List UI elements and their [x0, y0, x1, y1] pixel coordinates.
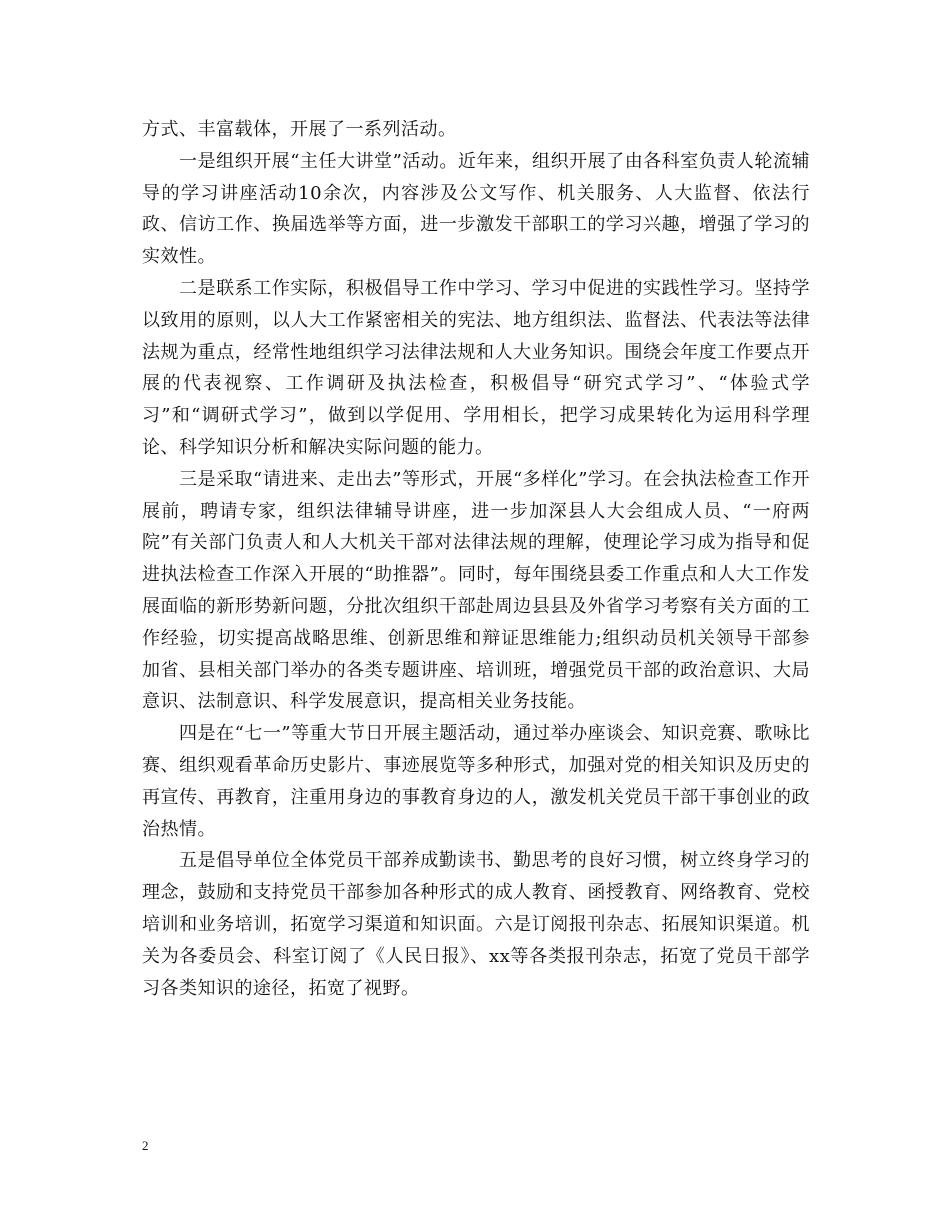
paragraph-item-4: 四是在“七一”等重大节日开展主题活动，通过举办座谈会、知识竞赛、歌咏比赛、组织观看革命历史影片、事迹展览等多种形式，加强对党的相关知识及历史的再宣传、再教育，注重用身边的事教育身边的人，激发机关党员干部干事创业的政治热情。: [142, 723, 810, 840]
paragraph-item-1: 一是组织开展“主任大讲堂”活动。近年来，组织开展了由各科室负责人轮流辅导的学习讲座活动10余次，内容涉及公文写作、机关服务、人大监督、依法行政、信访工作、换届选举等方面，进一步激发干部职工的学习兴趣，增强了学习的实效性。: [142, 150, 810, 268]
paragraph-item-2: 二是联系工作实际，积极倡导工作中学习、学习中促进的实践性学习。坚持学以致用的原则，以人大工作紧密相关的宪法、地方组织法、监督法、代表法等法律法规为重点，经常性地组织学习法律法规和人大业务知识。围绕会年度工作要点开展的代表视察、工作调研及执法检查，积极倡导“研究式学习”、“体验式学习”和“调研式学习”，做到以学促用、学用相长，把学习成果转化为运用科学理论、科学知识分析和解决实际问题的能力。: [142, 277, 810, 458]
paragraph-item-3: 三是采取“请进来、走出去”等形式，开展“多样化”学习。在会执法检查工作开展前，聘请专家，组织法律辅导讲座，进一步加深县人大会组成人员、“一府两院”有关部门负责人和人大机关干部对法律法规的理解，使理论学习成为指导和促进执法检查工作深入开展的“助推器”。同时，每年围绕县委工作重点和人大工作发展面临的新形势新问题，分批次组织干部赴周边县县及外省学习考察有关方面的工作经验，切实提高战略思维、创新思维和辩证思维能力;组织动员机关领导干部参加省、县相关部门举办的各类专题讲座、培训班，增强党员干部的政治意识、大局意识、法制意识、科学发展意识，提高相关业务技能。: [142, 468, 810, 713]
paragraph-continuation: 方式、丰富载体，开展了一系列活动。: [142, 119, 457, 140]
page-number: 2: [142, 1138, 149, 1153]
document-body: [142, 114, 810, 1004]
paragraph-item-5: 五是倡导单位全体党员干部养成勤读书、勤思考的良好习惯，树立终身学习的理念，鼓励和支持党员干部参加各种形式的成人教育、函授教育、网络教育、党校培训和业务培训，拓宽学习渠道和知识面。六是订阅报刊杂志、拓展知识渠道。机关为各委员会、科室订阅了《人民日报》、xx等各类报刊杂志，拓宽了党员干部学习各类知识的途径，拓宽了视野。: [142, 850, 810, 999]
